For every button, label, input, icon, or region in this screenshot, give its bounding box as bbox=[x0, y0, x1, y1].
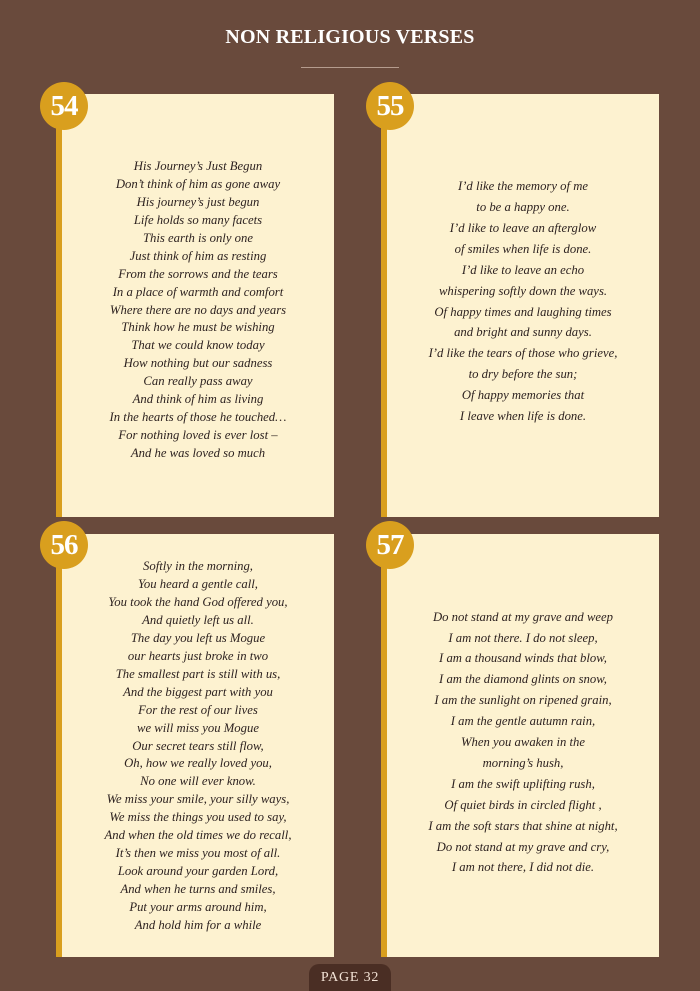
verse-line: When you awaken in the bbox=[460, 735, 585, 750]
verse-line: to dry before the sun; bbox=[468, 367, 578, 382]
verse-line: I leave when life is done. bbox=[459, 409, 587, 424]
title-divider bbox=[301, 67, 399, 68]
verse-line: of smiles when life is done. bbox=[454, 241, 592, 256]
verse-text bbox=[429, 176, 618, 427]
verse-line: For nothing loved is ever lost – bbox=[118, 427, 278, 442]
page-title: NON RELIGIOUS VERSES bbox=[225, 26, 475, 48]
verse-line: I’d like the memory of me bbox=[457, 179, 588, 194]
verse-line: I am the diamond glints on snow, bbox=[439, 672, 607, 687]
verse-line: morning’s hush, bbox=[482, 755, 564, 770]
verse-line: Put your arms around him, bbox=[129, 899, 267, 914]
verse-text bbox=[428, 607, 617, 879]
verse-line: And quietly left us all. bbox=[142, 613, 254, 628]
verse-line: Softly in the morning, bbox=[143, 559, 253, 574]
verse-line: His journey’s just begun bbox=[136, 195, 260, 210]
verse-line: I am the swift uplifting rush, bbox=[451, 776, 595, 791]
verse-line: I am a thousand winds that blow, bbox=[439, 651, 607, 666]
verse-card-56 bbox=[56, 534, 334, 957]
verse-line: And the biggest part with you bbox=[123, 684, 273, 699]
verse-line: That we could know today bbox=[131, 338, 265, 353]
verse-line: In a place of warmth and comfort bbox=[112, 284, 284, 299]
verse-line: And when the old times we do recall, bbox=[104, 828, 292, 843]
verse-text bbox=[105, 558, 292, 934]
verse-line: We miss your smile, your silly ways, bbox=[106, 792, 290, 807]
verse-line: we will miss you Mogue bbox=[137, 720, 259, 735]
verse-line: You took the hand God offered you, bbox=[108, 595, 288, 610]
verse-line: Look around your garden Lord, bbox=[117, 863, 279, 878]
verse-line: His Journey’s Just Begun bbox=[133, 159, 263, 174]
page-number-tab: PAGE 32 bbox=[309, 964, 391, 991]
verse-line: You heard a gentle call, bbox=[138, 577, 258, 592]
verse-line: Life holds so many facets bbox=[133, 213, 263, 228]
verse-line: Can really pass away bbox=[143, 374, 253, 389]
verse-line: I’d like the tears of those who grieve, bbox=[428, 346, 618, 361]
verse-line: Of quiet birds in circled flight , bbox=[444, 797, 602, 812]
verse-line: Our secret tears still flow, bbox=[132, 738, 264, 753]
verse-line: Do not stand at my grave and cry, bbox=[436, 839, 610, 854]
verse-line: Of happy times and laughing times bbox=[434, 304, 612, 319]
verse-line: I’d like to leave an afterglow bbox=[449, 220, 597, 235]
verse-number-badge: 55 bbox=[366, 82, 414, 130]
verse-line: Do not stand at my grave and weep bbox=[432, 609, 614, 624]
verse-line: I am the gentle autumn rain, bbox=[450, 714, 596, 729]
verse-line: It’s then we miss you most of all. bbox=[115, 845, 281, 860]
verse-card-57 bbox=[381, 534, 659, 957]
verse-card-54 bbox=[56, 94, 334, 517]
verse-line: to be a happy one. bbox=[476, 199, 570, 214]
verse-line: Oh, how we really loved you, bbox=[124, 756, 272, 771]
verse-line: whispering softly down the ways. bbox=[438, 283, 608, 298]
verse-text bbox=[110, 158, 287, 462]
verse-card-55 bbox=[381, 94, 659, 517]
verse-line: We miss the things you used to say, bbox=[109, 810, 287, 825]
verse-line: I am not there. I do not sleep, bbox=[448, 630, 598, 645]
verse-line: Just think of him as resting bbox=[129, 248, 267, 263]
verse-line: The day you left us Mogue bbox=[130, 631, 266, 646]
verse-line: our hearts just broke in two bbox=[127, 649, 269, 664]
verse-line: From the sorrows and the tears bbox=[118, 266, 278, 281]
verse-line: Don’t think of him as gone away bbox=[115, 177, 281, 192]
verse-line: I am the sunlight on ripened grain, bbox=[434, 693, 612, 708]
verse-line: And think of him as living bbox=[132, 392, 264, 407]
verse-line: In the hearts of those he touched… bbox=[109, 409, 287, 424]
verse-line: The smallest part is still with us, bbox=[115, 666, 281, 681]
verse-line: I am the soft stars that shine at night, bbox=[428, 818, 618, 833]
verse-line: And when he turns and smiles, bbox=[120, 881, 276, 896]
verse-number-badge: 54 bbox=[40, 82, 88, 130]
verse-line: Think how he must be wishing bbox=[121, 320, 275, 335]
verse-line: I’d like to leave an echo bbox=[461, 262, 585, 277]
verse-line: And hold him for a while bbox=[134, 917, 262, 932]
verse-line: This earth is only one bbox=[143, 230, 253, 245]
verse-line: and bright and sunny days. bbox=[454, 325, 592, 340]
verse-line: Where there are no days and years bbox=[109, 302, 287, 317]
verse-line: And he was loved so much bbox=[130, 445, 266, 460]
verse-number-badge: 56 bbox=[40, 521, 88, 569]
verse-line: No one will ever know. bbox=[140, 774, 256, 789]
verse-line: Of happy memories that bbox=[461, 388, 585, 403]
verse-line: For the rest of our lives bbox=[138, 702, 258, 717]
verse-line: I am not there, I did not die. bbox=[451, 860, 595, 875]
verse-line: How nothing but our sadness bbox=[123, 356, 273, 371]
verse-number-badge: 57 bbox=[366, 521, 414, 569]
